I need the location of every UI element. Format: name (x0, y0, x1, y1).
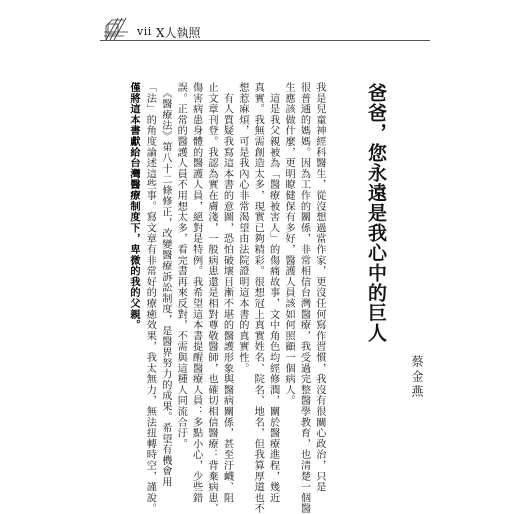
preface-closing: 僅將這本書獻給台灣醫療制度下，卑微的我的父親。 (128, 82, 140, 331)
preface-title: 爸爸，您永遠是我心中的巨人 (365, 83, 387, 343)
page-number: vii (137, 25, 152, 38)
preface-author: 蔡金燕 (410, 355, 424, 400)
running-header-title: X人執照 (156, 26, 201, 40)
header-rule (100, 40, 430, 41)
preface-body: 我是兒童神經科醫生，從沒想過當作家，更沒任何寫作習慣，我沒有很關心政治，只是 很普通的媽媽。因為工作的關係，非常相信台灣醫療，我受過完整醫學教育，也清楚一個醫 生應該做什麼，更明瞭健保有多好，醫護人員該如何照顧一個病人。 這是我父親被為「醫療被害人」的傷痛故事，文中角色均經修潤，關於醫療進程，幾近 真實。我無需創造太多，現實已夠精彩。很想冠上真實姓名、院名、地名，但我算厚道也不 想惹麻煩，可是我內心非常渴望由法院證明這本書的真實性。 有人質疑我寫這本書的意圖，恐怕破壞目漸不堪的醫護形象與醫病關係，甚至汙衊、阻 止文章刊登。我認為實在膚淺，一般病患還是相對尊敬醫師，也確切相信醫療：背棄病患、 傷害病患身體的醫護人員，絕對是特例。我希望這本書提醒醫療人員：多點小心，少些錯 誤。正常的醫護人員不用想太多，看完書再來反對，不需與這種人同流合汙。 《醫療法》第八十二條修正，改變醫療訴訟制度，是醫界努力的成果。希望有機會用 「法」的角度論述這些事。寫文章有非常好的療癒效果，我太無力，無法扭轉時空，謹說。 (144, 82, 325, 514)
